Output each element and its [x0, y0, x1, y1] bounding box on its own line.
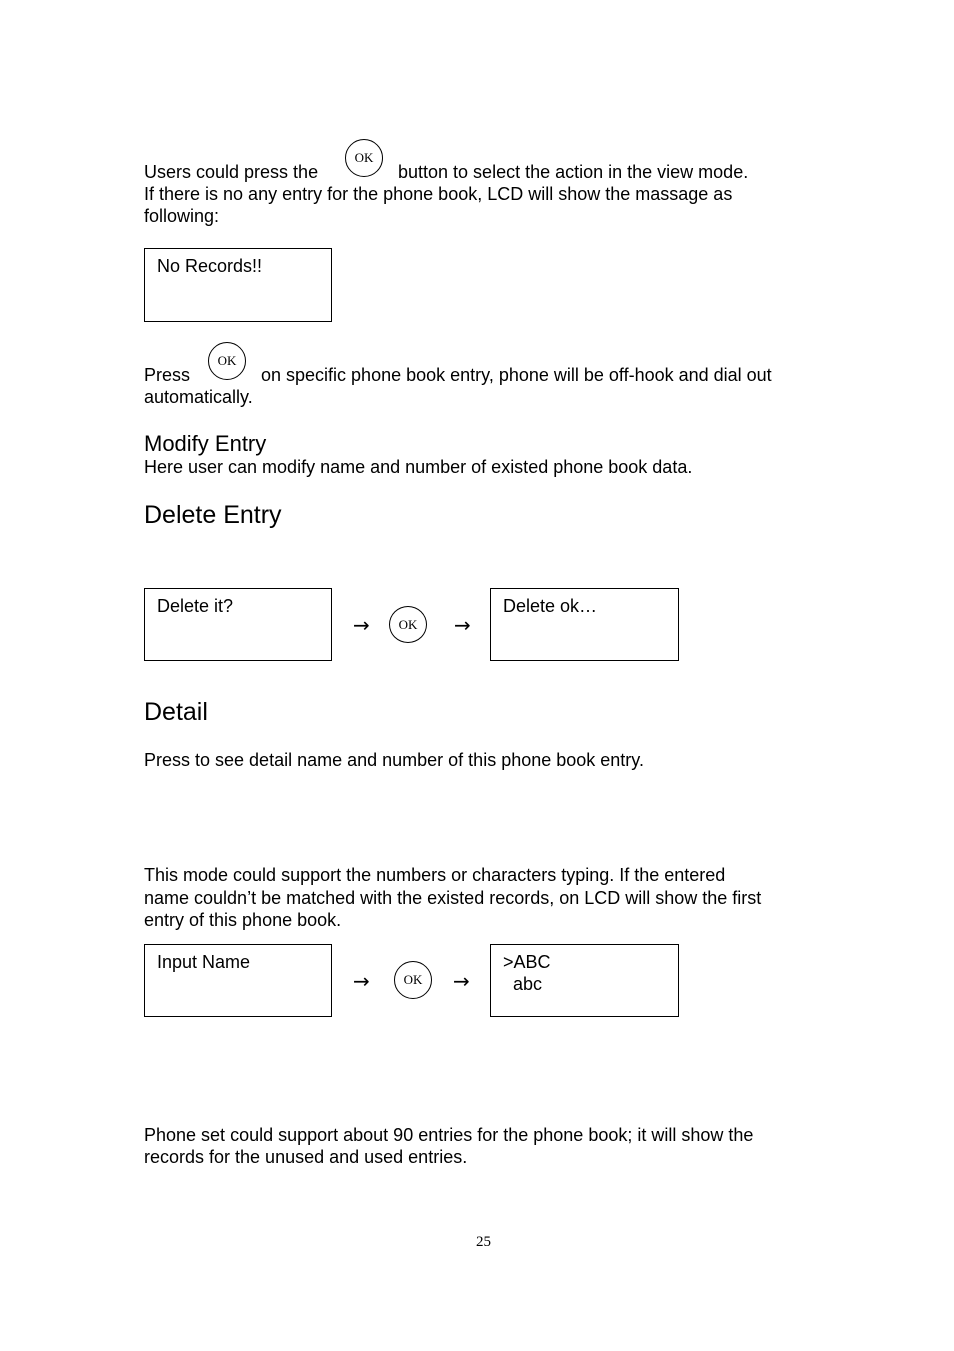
search-line1: This mode could support the numbers or characters typing. If the entered [144, 865, 726, 885]
ok-button-icon [208, 342, 246, 380]
intro-line1-before: Users could press the [144, 162, 319, 182]
intro-line2: If there is no any entry for the phone book, LCD will show the massage as [144, 184, 733, 204]
lcd-delete-it [144, 588, 332, 661]
arrow-right-icon: → [454, 613, 471, 637]
detail-body: Press to see detail name and number of this phone book entry. [144, 750, 644, 770]
ok-label: OK [403, 972, 423, 987]
lcd-search-result [490, 944, 679, 1017]
ok-label: OK [354, 150, 374, 165]
intro-line1-after: button to select the action in the view mode. [398, 162, 749, 182]
ok-button-icon [389, 606, 427, 643]
ok-button-icon [345, 139, 383, 177]
lcd-result-line2: abc [503, 974, 543, 994]
ok-label: OK [217, 353, 237, 368]
lcd-no-records [144, 248, 332, 322]
search-line2: name couldn’t be matched with the existed records, on LCD will show the first [144, 888, 762, 908]
press-after: on specific phone book entry, phone will be off-hook and dial out [261, 365, 772, 385]
lcd-delete-it-text: Delete it? [157, 596, 234, 616]
lcd-no-records-text: No Records!! [157, 256, 263, 276]
page-number: 25 [476, 1234, 491, 1250]
lcd-delete-ok-text: Delete ok… [503, 596, 598, 616]
lcd-input-name-text: Input Name [157, 952, 251, 972]
press-line2: automatically. [144, 387, 253, 407]
detail-heading: Detail [144, 698, 208, 726]
ok-label: OK [398, 616, 418, 632]
search-line3: entry of this phone book. [144, 910, 342, 930]
arrow-right-icon: → [453, 969, 470, 993]
status-line1: Phone set could support about 90 entries for the phone book; it will show the [144, 1125, 754, 1145]
press-before: Press [144, 365, 191, 385]
intro-line3: following: [144, 206, 220, 226]
delete-heading: Delete Entry [144, 501, 282, 529]
arrow-right-icon: → [353, 969, 370, 993]
modify-body: Here user can modify name and number of existed phone book data. [144, 457, 693, 477]
modify-heading: Modify Entry [144, 431, 267, 456]
arrow-right-icon: → [353, 613, 370, 637]
ok-button-icon [394, 961, 432, 999]
lcd-input-name [144, 944, 332, 1017]
status-line2: records for the unused and used entries. [144, 1147, 468, 1167]
lcd-result-line1: >ABC [503, 952, 551, 972]
lcd-delete-ok [490, 588, 679, 661]
